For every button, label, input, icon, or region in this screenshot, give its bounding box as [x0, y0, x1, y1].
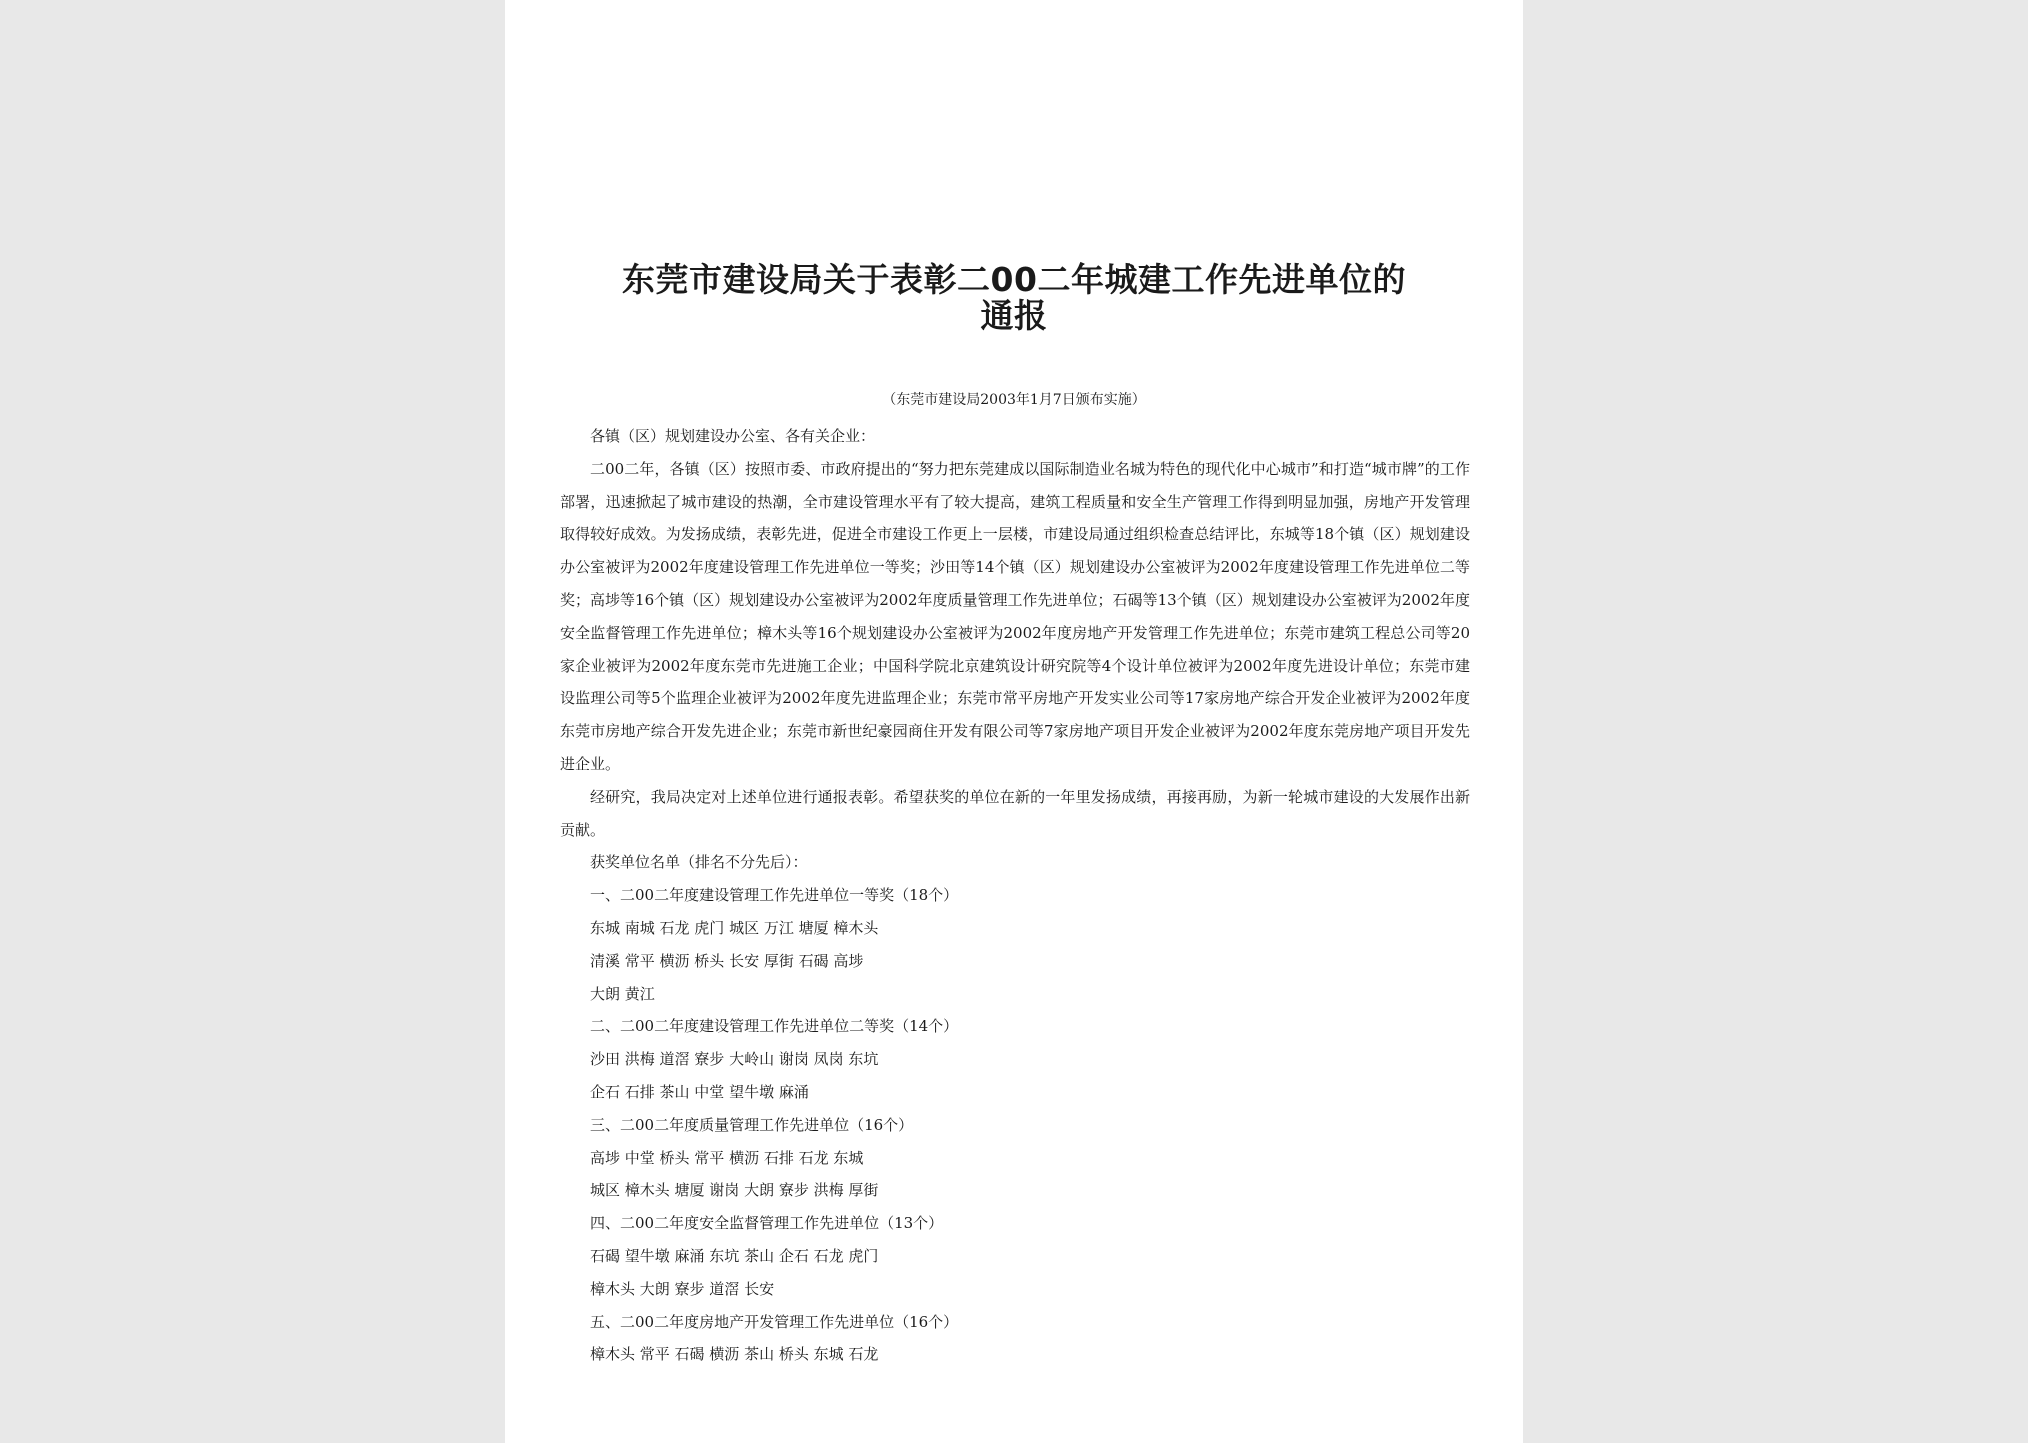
- award-line: 东城 南城 石龙 虎门 城区 万江 塘厦 樟木头: [590, 918, 879, 937]
- salutation: 各镇（区）规划建设办公室、各有关企业：: [590, 427, 876, 445]
- document-title: [505, 262, 1523, 334]
- award-line: 高埗 中堂 桥头 常平 横沥 石排 石龙 东城: [590, 1148, 864, 1167]
- award-line: 三、二00二年度质量管理工作先进单位（16个）: [590, 1115, 914, 1134]
- award-line: 樟木头 大朗 寮步 道滘 长安: [590, 1279, 775, 1298]
- award-list-heading: 获奖单位名单（排名不分先后）：: [590, 853, 808, 872]
- award-line: 五、二00二年度房地产开发管理工作先进单位（16个）: [590, 1312, 959, 1331]
- award-line: 四、二00二年度安全监督管理工作先进单位（13个）: [590, 1214, 944, 1233]
- award-line: 大朗 黄江: [590, 984, 655, 1003]
- award-line: 一、二00二年度建设管理工作先进单位一等奖（18个）: [590, 886, 959, 905]
- award-line: 沙田 洪梅 道滘 寮步 大岭山 谢岗 凤岗 东坑: [590, 1050, 879, 1069]
- title-line-2: 通报: [980, 296, 1048, 335]
- title-line-1: 东莞市建设局关于表彰二00二年城建工作先进单位的: [622, 260, 1406, 299]
- award-line: 城区 樟木头 塘厦 谢岗 大朗 寮步 洪梅 厚街: [590, 1181, 879, 1200]
- paragraph-1: 二00二年，各镇（区）按照市委、市政府提出的“努力把东莞建成以国际制造业名城为特色的现代化中心城市”和打造“城市牌”的工作部署，迅速掀起了城市建设的热潮，全市建设管理水平有了较大提高，建筑工程质量和安全生产管理工作得到明显加强，房地产开发管理取得较好成效。为发扬成绩，表彰先进，促进全市建设工作更上一层楼，市建设局通过组织检查总结评比，东城等18个镇（区）规划建设办公室被评为2002年度建设管理工作先进单位一等奖；沙田等14个镇（区）规划建设办公室被评为2002年度建设管理工作先进单位二等奖；高埗等16个镇（区）规划建设办公室被评为2002年度质量管理工作先进单位；石碣等13个镇（区）规划建设办公室被评为2002年度安全监督管理工作先进单位；樟木头等16个规划建设办公室被评为2002年度房地产开发管理工作先进单位；东莞市建筑工程总公司等20家企业被评为2002年度东莞市先进施工企业；中国科学院北京建筑设计研究院等4个设计单位被评为2002年度先进设计单位；东莞市建设监理公司等5个监理企业被评为2002年度先进监理企业；东莞市常平房地产开发实业公司等17家房地产综合开发企业被评为2002年度东莞市房地产综合开发先进企业；东莞市新世纪豪园商住开发有限公司等7家房地产项目开发企业被评为2002年度东莞房地产项目开发先进企业。: [560, 459, 1470, 773]
- document-page: [505, 0, 1523, 1443]
- award-line: 二、二00二年度建设管理工作先进单位二等奖（14个）: [590, 1017, 959, 1036]
- award-line: 樟木头 常平 石碣 横沥 茶山 桥头 东城 石龙: [590, 1345, 879, 1364]
- award-line: 企石 石排 茶山 中堂 望牛墩 麻涌: [590, 1082, 809, 1101]
- award-line: 清溪 常平 横沥 桥头 长安 厚街 石碣 高埗: [590, 951, 864, 970]
- award-line: 石碣 望牛墩 麻涌 东坑 茶山 企石 石龙 虎门: [590, 1246, 879, 1265]
- document-body: [560, 420, 1470, 1371]
- document-subtitle: （东莞市建设局2003年1月7日颁布实施）: [882, 392, 1146, 408]
- paragraph-2: 经研究，我局决定对上述单位进行通报表彰。希望获奖的单位在新的一年里发扬成绩，再接再励，为新一轮城市建设的大发展作出新贡献。: [560, 787, 1470, 839]
